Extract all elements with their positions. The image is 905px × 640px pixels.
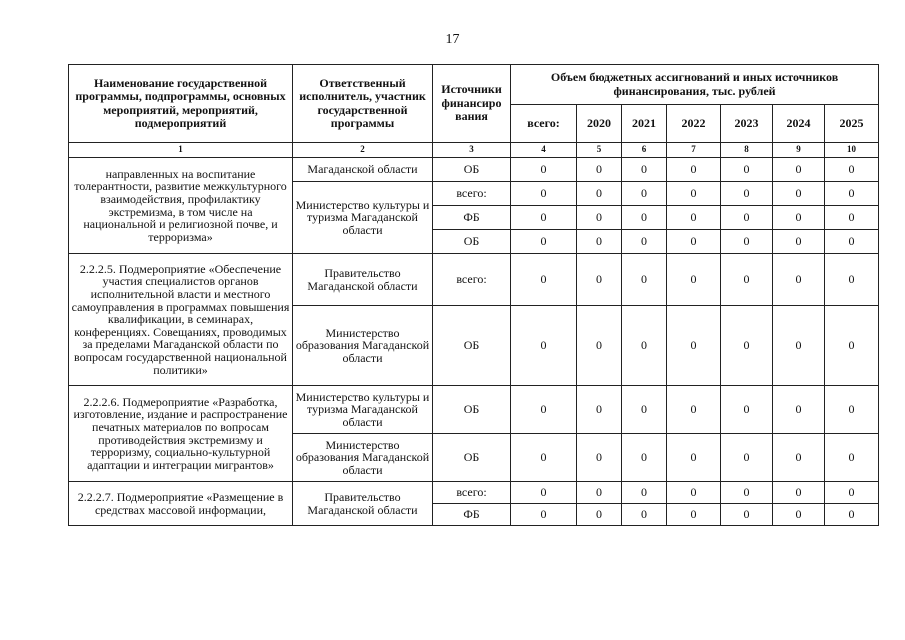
value-year: 0: [773, 254, 825, 306]
value-year: 0: [825, 306, 879, 386]
funding-source: ФБ: [433, 206, 511, 230]
value-year: 0: [825, 206, 879, 230]
value-year: 0: [622, 306, 667, 386]
value-year: 0: [667, 504, 721, 526]
value-year: 0: [721, 206, 773, 230]
value-year: 0: [577, 434, 622, 482]
header-source: Источники финансиро вания: [433, 65, 511, 143]
value-year: 0: [825, 158, 879, 182]
value-year: 0: [721, 182, 773, 206]
value-year: 0: [667, 434, 721, 482]
value-year: 0: [622, 182, 667, 206]
table-row: [69, 482, 879, 504]
value-year: 0: [577, 230, 622, 254]
header-total: всего:: [511, 105, 577, 143]
value-year: 0: [825, 434, 879, 482]
value-year: 0: [577, 206, 622, 230]
value-year: 0: [721, 230, 773, 254]
value-year: 0: [721, 386, 773, 434]
value-year: 0: [667, 206, 721, 230]
column-number: 9: [773, 143, 825, 158]
table-row: [69, 158, 879, 182]
header-executor: Ответственный исполнитель, участник государственной программы: [293, 65, 433, 143]
executor-name: Министерство культуры и туризма Магаданской области: [293, 182, 433, 254]
funding-source: ОБ: [433, 230, 511, 254]
budget-table: [68, 64, 879, 526]
column-number: 7: [667, 143, 721, 158]
funding-source: ОБ: [433, 158, 511, 182]
table-row: [69, 254, 879, 306]
column-number: 1: [69, 143, 293, 158]
value-year: 0: [667, 482, 721, 504]
value-total: 0: [511, 254, 577, 306]
column-number: 6: [622, 143, 667, 158]
activity-name: 2.2.2.5. Подмероприятие «Обеспечение участия специалистов органов исполнительной власти и местного самоуправления в программах повышения квалификации, в семинарах, конференциях. Совещаниях, проводимых за пределами Магаданской области по вопросам государственной национальной политики»: [69, 254, 293, 386]
value-year: 0: [622, 206, 667, 230]
value-year: 0: [773, 504, 825, 526]
value-year: 0: [622, 230, 667, 254]
value-year: 0: [577, 182, 622, 206]
page-number: 17: [445, 32, 460, 47]
header-year: 2021: [622, 105, 667, 143]
funding-source: ОБ: [433, 386, 511, 434]
value-year: 0: [721, 504, 773, 526]
header-year: 2025: [825, 105, 879, 143]
activity-name: направленных на воспитание толерантности, развитие межкультурного взаимодействия, профилактику экстремизма, в том числе на национальной и религиозной почве, и терроризма»: [69, 158, 293, 254]
value-year: 0: [773, 306, 825, 386]
column-number: 5: [577, 143, 622, 158]
value-year: 0: [667, 386, 721, 434]
executor-name: Магаданской области: [293, 158, 433, 182]
value-year: 0: [721, 306, 773, 386]
value-year: 0: [773, 158, 825, 182]
executor-name: Правительство Магаданской области: [293, 482, 433, 526]
value-year: 0: [825, 482, 879, 504]
value-year: 0: [622, 482, 667, 504]
header-name: Наименование государственной программы, подпрограммы, основных мероприятий, мероприятий, подмероприятий: [69, 65, 293, 143]
value-total: 0: [511, 182, 577, 206]
value-year: 0: [773, 386, 825, 434]
funding-source: ОБ: [433, 434, 511, 482]
header-year: 2023: [721, 105, 773, 143]
value-year: 0: [667, 230, 721, 254]
funding-source: ОБ: [433, 306, 511, 386]
value-year: 0: [667, 306, 721, 386]
value-total: 0: [511, 434, 577, 482]
value-year: 0: [825, 386, 879, 434]
value-year: 0: [721, 158, 773, 182]
value-year: 0: [825, 504, 879, 526]
value-year: 0: [667, 158, 721, 182]
value-total: 0: [511, 158, 577, 182]
funding-source: ФБ: [433, 504, 511, 526]
value-year: 0: [825, 254, 879, 306]
value-year: 0: [721, 254, 773, 306]
executor-name: Министерство образования Магаданской области: [293, 306, 433, 386]
value-year: 0: [622, 386, 667, 434]
value-year: 0: [721, 482, 773, 504]
value-year: 0: [773, 434, 825, 482]
header-year: 2020: [577, 105, 622, 143]
value-year: 0: [622, 158, 667, 182]
value-year: 0: [721, 434, 773, 482]
value-year: 0: [577, 158, 622, 182]
value-year: 0: [773, 206, 825, 230]
column-number: 2: [293, 143, 433, 158]
value-year: 0: [577, 482, 622, 504]
value-year: 0: [622, 434, 667, 482]
value-year: 0: [825, 182, 879, 206]
table-row: [69, 386, 879, 434]
activity-name: 2.2.2.6. Подмероприятие «Разработка, изготовление, издание и распространение печатных материалов по вопросам противодействия экстремизму и терроризму, социально-культурной адаптации и интеграции мигрантов»: [69, 386, 293, 482]
value-year: 0: [577, 386, 622, 434]
executor-name: Министерство культуры и туризма Магаданской области: [293, 386, 433, 434]
value-year: 0: [622, 504, 667, 526]
value-total: 0: [511, 504, 577, 526]
value-total: 0: [511, 386, 577, 434]
value-year: 0: [773, 482, 825, 504]
column-number: 8: [721, 143, 773, 158]
header-year: 2024: [773, 105, 825, 143]
value-total: 0: [511, 482, 577, 504]
executor-name: Правительство Магаданской области: [293, 254, 433, 306]
funding-source: всего:: [433, 182, 511, 206]
header-volume: Объем бюджетных ассигнований и иных источников финансирования, тыс. рублей: [511, 65, 879, 105]
executor-name: Министерство образования Магаданской области: [293, 434, 433, 482]
column-number: 4: [511, 143, 577, 158]
value-year: 0: [825, 230, 879, 254]
value-year: 0: [667, 182, 721, 206]
value-year: 0: [773, 182, 825, 206]
activity-name: 2.2.2.7. Подмероприятие «Размещение в средствах массовой информации,: [69, 482, 293, 526]
value-total: 0: [511, 306, 577, 386]
value-total: 0: [511, 206, 577, 230]
value-year: 0: [577, 504, 622, 526]
column-number: 3: [433, 143, 511, 158]
value-year: 0: [622, 254, 667, 306]
column-number: 10: [825, 143, 879, 158]
value-year: 0: [577, 254, 622, 306]
value-year: 0: [773, 230, 825, 254]
funding-source: всего:: [433, 254, 511, 306]
funding-source: всего:: [433, 482, 511, 504]
value-year: 0: [667, 254, 721, 306]
value-year: 0: [577, 306, 622, 386]
value-total: 0: [511, 230, 577, 254]
table-body: [69, 158, 879, 526]
header-year: 2022: [667, 105, 721, 143]
